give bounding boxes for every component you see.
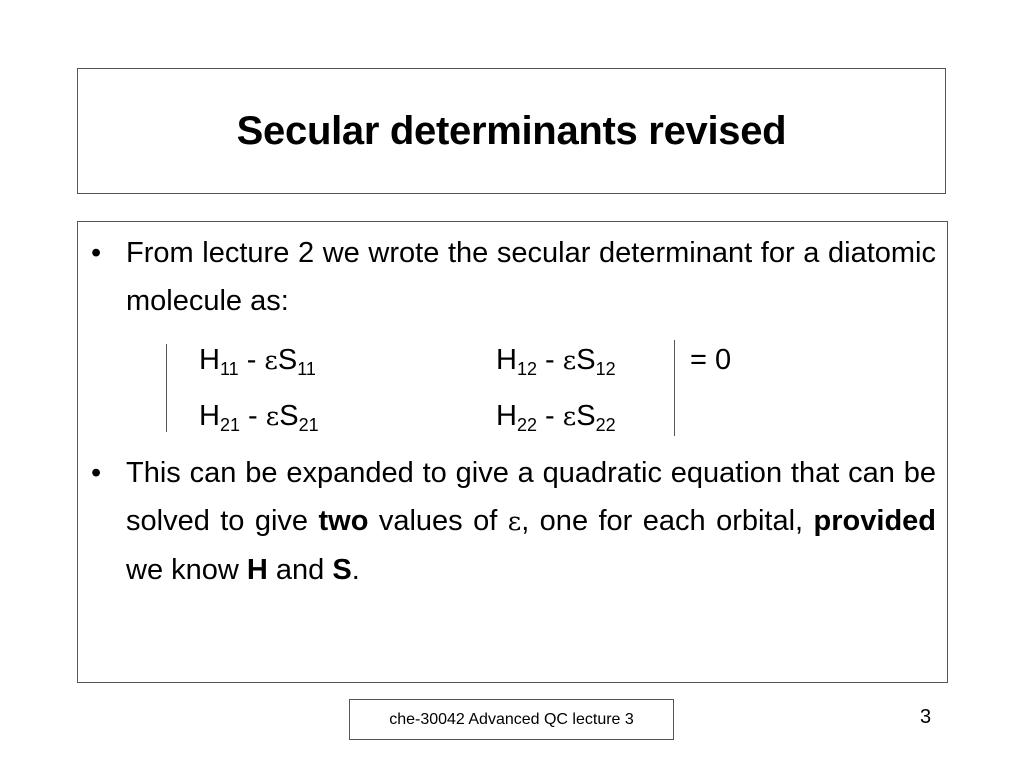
slide-title: Secular determinants revised xyxy=(236,108,787,153)
bold-h: H xyxy=(246,554,268,586)
det-cell-21: $H_{21} - \varepsilon S_{21}$ xyxy=(199,400,319,435)
determinant-right-bar xyxy=(674,340,675,436)
bold-two: two xyxy=(318,505,369,537)
bullet-2-text: This can be expanded to give a quadratic equation that can be solved to give two values of ε, one for each orbital, provided we know H and S. xyxy=(126,457,937,586)
content-box xyxy=(77,221,948,683)
bold-s: S xyxy=(332,554,352,586)
footer-label-box xyxy=(349,699,674,740)
title-box xyxy=(77,68,946,194)
footer-label: che-30042 Advanced QC lecture 3 xyxy=(389,710,634,728)
det-equals-zero: = 0 xyxy=(690,344,732,376)
det-cell-12: $H_{12} - \varepsilon S_{12}$ xyxy=(496,344,616,379)
page-number: 3 xyxy=(920,706,932,728)
bullet-dot-2: • xyxy=(91,457,102,489)
bold-provided: provided xyxy=(813,505,937,537)
bullet-dot-1: • xyxy=(91,237,102,269)
det-cell-11: $H_{11} - \varepsilon S_{11}$ xyxy=(199,344,316,379)
bullet-1-text: From lecture 2 we wrote the secular determinant for a diatomic molecule as: xyxy=(126,237,936,317)
determinant-left-bar xyxy=(166,344,167,432)
det-cell-22: $H_{22} - \varepsilon S_{22}$ xyxy=(496,400,616,435)
epsilon-symbol: ε xyxy=(507,507,522,537)
